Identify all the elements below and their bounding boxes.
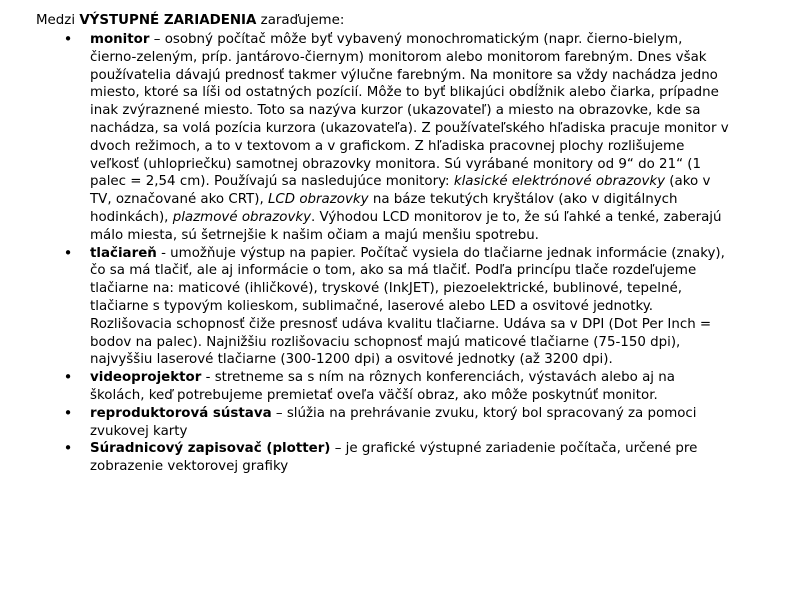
item-emphasis: klasické elektrónové obrazovky: [453, 174, 666, 190]
item-term: videoprojektor: [90, 370, 202, 386]
list-item-text: [90, 369, 730, 405]
document-body: [36, 12, 760, 476]
list-item: [36, 245, 760, 370]
bullet-icon: [63, 440, 73, 459]
intro-suffix: zaraďujeme:: [256, 13, 345, 28]
list-item-text: [90, 245, 730, 370]
item-term: monitor: [90, 32, 150, 47]
bullet-icon: [63, 31, 73, 50]
item-description: na báze tekutých kryštálov (ako v digitálnych hodinkách),: [90, 192, 678, 225]
item-emphasis: plazmové obrazovky: [172, 209, 312, 225]
item-description: – je grafické výstupné zariadenie počítača, určené pre zobrazenie vektorovej grafiky: [90, 441, 698, 475]
bullet-icon: [63, 369, 73, 388]
list-item: [36, 440, 760, 476]
item-term: tlačiareň: [90, 245, 157, 261]
intro-prefix: Medzi: [36, 13, 80, 28]
item-description: - stretneme sa s ním na rôznych konferenciách, výstavách alebo aj na školách, keď potrebujeme premietať oveľa väčší obraz, ako môže poskytnúť monitor.: [90, 370, 675, 403]
list-item-text: [90, 440, 730, 476]
item-description: (ako v TV, označované ako CRT),: [90, 174, 711, 208]
intro-heading: VÝSTUPNÉ ZARIADENIA: [79, 13, 257, 28]
list-item-text: [90, 31, 730, 245]
bullet-icon: [63, 405, 73, 424]
list-item: [36, 31, 760, 245]
item-description: – osobný počítač môže byť vybavený monochromatickým (napr. čierno-bielym, čierno-zeleným, príp. jantárovo-čiernym) monitorom alebo monitorom farebným. Dnes však používatelia dávajú prednosť takmer výlučne farebným. Na monitore sa vždy nachádza jedno miesto, ktoré sa líši od ostatných pozícií. Môže to byť blikajúci obdĺžnik alebo čiarka, prípadne inak zvýraznené miesto. Toto sa nazýva kurzor (ukazovateľ) a miesto na obrazovke, kde sa nachádza, sa volá pozícia kurzora (ukazovateľa). Z používateľského hľadiska pracuje monitor v dvoch režimoch, a to v textovom a v grafickom. Z hľadiska pracovnej plochy rozlišujeme veľkosť (uhlopriečku) samotnej obrazovky monitora. Sú vyrábané monitory od 9“ do 21“ (1 palec = 2,54 cm). Používajú sa nasledujúce monitory:: [90, 32, 729, 190]
list-item-text: [90, 405, 730, 441]
output-devices-list: [36, 31, 760, 476]
item-description: . Výhodou LCD monitorov je to, že sú ľahké a tenké, zaberajú málo miesta, sú šetrnejšie k našim očiam a majú menšiu spotrebu.: [90, 209, 722, 243]
item-description: - umožňuje výstup na papier. Počítač vysiela do tlačiarne jednak informácie (znaky), čo sa má tlačiť, ale aj informácie o tom, ako sa má tlačiť. Podľa princípu tlače rozdeľujeme tlačiarne na: maticové (ihličkové), tryskové (InkJET), piezoelektrické, bublinové, tepelné, tlačiarne s typovým kolieskom, sublimačné, laserové alebo LED a osvitové jednotky. Rozlišovacia schopnosť čiže presnosť udáva kvalitu tlačiarne. Udáva sa v DPI (Dot Per Inch = bodov na palec). Najnižšiu rozlišovaciu schopnosť majú maticové tlačiarne (75-150 dpi), najvyššiu laserové tlačiarne (300-1200 dpi) a osvitové jednotky (až 3200 dpi).: [90, 245, 725, 368]
item-emphasis: LCD obrazovky: [267, 192, 369, 208]
item-description: – slúžia na prehrávanie zvuku, ktorý bol spracovaný za pomoci zvukovej karty: [90, 405, 697, 439]
item-term: reproduktorová sústava: [90, 405, 272, 421]
intro-paragraph: [36, 12, 760, 30]
list-item: [36, 369, 760, 405]
item-term: Súradnicový zapisovač (plotter): [90, 441, 331, 457]
bullet-icon: [63, 245, 73, 264]
list-item: [36, 405, 760, 441]
